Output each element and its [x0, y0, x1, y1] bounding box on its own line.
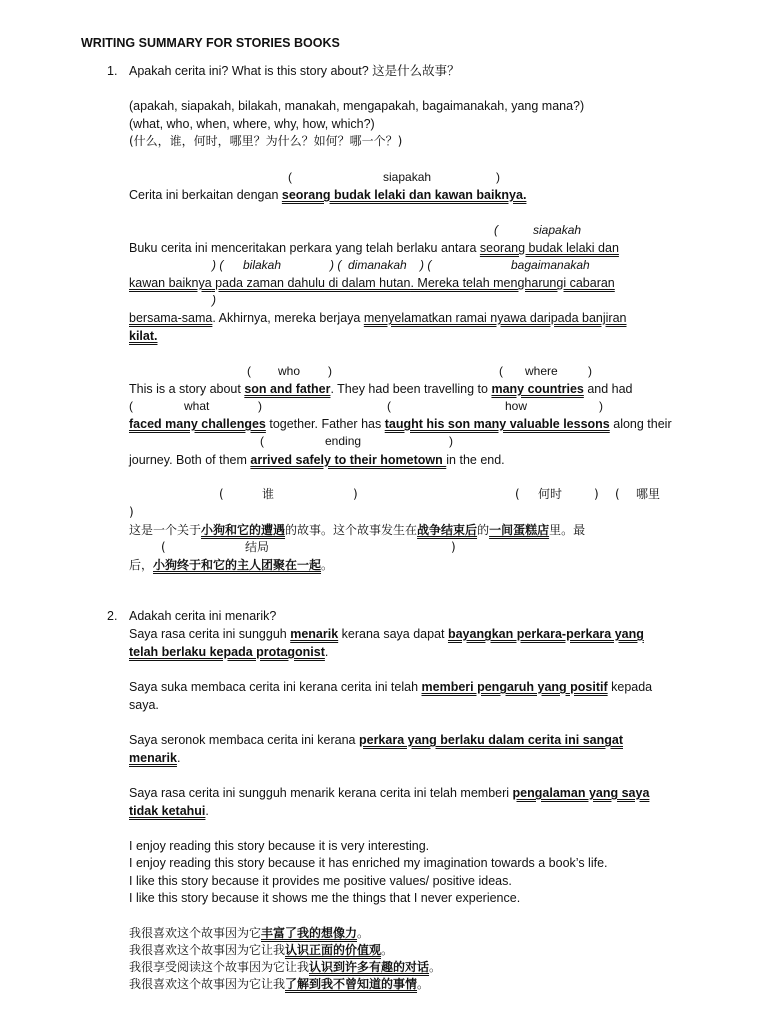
annotation-bracket: ) (: [330, 258, 342, 272]
annotation-bracket: ): [258, 399, 262, 413]
sentence-text: Saya rasa cerita ini sungguh: [129, 627, 291, 641]
q1-words-chinese: (什么，谁，何时，哪里？为什么？如何？哪一个？): [129, 134, 403, 148]
highlighted-phrase: menarik: [290, 627, 339, 641]
q2-english-2: I enjoy reading this story because it has enriched my imagination towards a book’s life.: [129, 856, 608, 870]
example-sentence-ms-2-line1: [129, 240, 619, 256]
highlighted-phrase: menarik: [129, 751, 177, 765]
sentence-text: 。: [417, 977, 430, 991]
highlighted-phrase: tidak ketahui: [129, 804, 206, 818]
highlighted-phrase: many countries: [491, 382, 584, 396]
example-sentence-en-line3: [129, 452, 505, 468]
sentence-text: 我很享受阅读这个故事因为它让我: [129, 960, 310, 974]
annotation-bracket: ): [599, 399, 603, 413]
document-title: WRITING SUMMARY FOR STORIES BOOKS: [81, 36, 340, 50]
annotation-label: who: [278, 364, 301, 378]
annotation-label: where: [525, 364, 558, 378]
example-sentence-cn-line1: [129, 522, 585, 538]
sentence-text: 。: [429, 960, 442, 974]
sentence-text: 我很喜欢这个故事因为它让我: [129, 943, 286, 957]
highlighted-phrase: . Mereka telah mengharungi cabaran: [410, 276, 615, 290]
annotation-bracket: (: [387, 399, 391, 413]
highlighted-phrase: 一间蛋糕店: [489, 523, 550, 537]
sentence-text: along their: [609, 417, 672, 431]
annotation-bracket: ): [449, 434, 453, 448]
sentence-text: Cerita ini berkaitan dengan: [129, 188, 282, 202]
annotation-bracket: (: [161, 540, 166, 554]
highlighted-phrase: 丰富了我的想像力: [261, 926, 358, 940]
q1-question: Apakah cerita ini? What is this story about? 这是什么故事？: [129, 64, 460, 78]
q2-paragraph-3-line1: [129, 732, 623, 748]
annotation-bracket: ): [594, 487, 599, 501]
annotation-bracket: (: [288, 170, 292, 184]
annotation-label: bagaimanakah: [511, 258, 590, 272]
annotation-bracket: (: [129, 399, 133, 413]
q1-number: 1.: [107, 64, 118, 78]
annotation-bracket: ): [129, 505, 134, 519]
annotation-label: 何时: [538, 487, 563, 501]
sentence-text: Saya seronok membaca cerita ini kerana: [129, 733, 359, 747]
sentence-text: 这是一个关于: [129, 523, 202, 537]
annotation-bracket: ) (: [212, 258, 224, 272]
annotation-label: how: [505, 399, 528, 413]
highlighted-phrase: 认识到许多有趣的对话: [309, 960, 430, 974]
example-sentence-cn-line2: [129, 557, 333, 573]
annotation-bracket: (: [499, 364, 503, 378]
q2-paragraph-4-line2: [129, 803, 209, 819]
sentence-text: together. Father has: [265, 417, 385, 431]
sentence-text: Saya suka membaca cerita ini kerana cerita ini telah: [129, 680, 422, 694]
annotation-label: 哪里: [636, 487, 661, 501]
annotation-bracket: (: [494, 223, 498, 237]
example-sentence-ms-1: [129, 187, 526, 203]
annotation-label: 谁: [262, 487, 275, 501]
highlighted-phrase: seorang budak lelaki dan: [479, 241, 619, 255]
example-sentence-ms-2-line4: [129, 328, 158, 344]
q2-paragraph-1-line1: [129, 626, 644, 642]
annotation-label: siapakah: [383, 170, 432, 184]
q2-paragraph-4-line1: [129, 785, 649, 801]
sentence-text: 我很喜欢这个故事因为它让我: [129, 977, 286, 991]
highlighted-phrase: di dalam hutan: [324, 276, 411, 290]
example-sentence-en-line2: [129, 416, 672, 432]
sentence-text: 。: [381, 943, 394, 957]
annotation-bracket: (: [260, 434, 264, 448]
highlighted-phrase: perkara yang berlaku dalam cerita ini sangat: [358, 733, 623, 747]
sentence-text: Saya rasa cerita ini sungguh menarik kerana cerita ini telah memberi: [129, 786, 513, 800]
highlighted-phrase: 认识正面的价值观: [285, 943, 382, 957]
sentence-text: kepada: [607, 680, 653, 694]
annotation-label: bilakah: [243, 258, 282, 272]
annotation-bracket: ): [451, 540, 456, 554]
q2-paragraph-1-line2: [129, 644, 328, 660]
highlighted-phrase: kilat.: [129, 329, 158, 343]
highlighted-phrase: taught his son many valuable lessons: [384, 417, 610, 431]
annotation-bracket: ): [496, 170, 500, 184]
highlighted-phrase: telah berlaku kepada protagonist: [129, 645, 325, 659]
highlighted-phrase: seorang budak lelaki dan kawan baiknya.: [281, 188, 527, 202]
annotation-bracket: (: [219, 487, 224, 501]
sentence-text: .: [205, 804, 209, 818]
highlighted-phrase: 战争结束后: [417, 523, 478, 537]
highlighted-phrase: 小狗终于和它的主人团聚在一起: [153, 558, 322, 572]
q2-chinese-4: [129, 976, 429, 992]
sentence-text: 的故事。这个故事发生在: [285, 523, 418, 537]
q2-chinese-1: [129, 925, 369, 941]
sentence-text: 后，: [129, 558, 154, 572]
sentence-text: . They had been travelling to: [330, 382, 492, 396]
sentence-text: This is a story about: [129, 382, 245, 396]
q2-number: 2.: [107, 609, 118, 623]
highlighted-phrase: 了解到我不曾知道的事情: [285, 977, 418, 991]
sentence-text: 。: [321, 558, 334, 572]
annotation-label: what: [184, 399, 210, 413]
annotation-bracket: (: [247, 364, 251, 378]
sentence-text: kerana saya dapat: [338, 627, 448, 641]
annotation-bracket: ): [328, 364, 332, 378]
annotation-bracket: ): [212, 293, 216, 307]
q2-paragraph-2-line1: [129, 679, 652, 695]
highlighted-phrase: memberi pengaruh yang positif: [421, 680, 608, 694]
highlighted-phrase: faced many challenges: [129, 417, 266, 431]
annotation-label: dimanakah: [348, 258, 407, 272]
annotation-bracket: (: [615, 487, 620, 501]
annotation-bracket: ) (: [420, 258, 432, 272]
sentence-text: 。: [357, 926, 370, 940]
sentence-text: Buku cerita ini menceritakan perkara yang telah berlaku antara: [129, 241, 480, 255]
highlighted-phrase: bersama-sama: [129, 311, 213, 325]
q2-paragraph-2-line2: saya.: [129, 698, 159, 712]
highlighted-phrase: kawan baiknya: [129, 276, 212, 290]
example-sentence-ms-2-line3: [129, 310, 627, 326]
highlighted-phrase: pada zaman dahulu: [211, 276, 325, 290]
sentence-text: 我很喜欢这个故事因为它: [129, 926, 262, 940]
sentence-text: in the end.: [446, 453, 505, 467]
sentence-text: .: [176, 751, 181, 765]
sentence-text: and had: [583, 382, 633, 396]
highlighted-phrase: menyelamatkan ramai nyawa daripada banjiran: [363, 311, 627, 325]
highlighted-phrase: bayangkan perkara-perkara yang: [447, 627, 644, 641]
highlighted-phrase: arrived safely to their hometown: [250, 453, 447, 467]
q2-chinese-3: [129, 959, 441, 975]
q2-english-1: I enjoy reading this story because it is very interesting.: [129, 839, 430, 853]
q1-words-english: (what, who, when, where, why, how, which?): [129, 117, 375, 131]
annotation-bracket: ): [353, 487, 358, 501]
annotation-bracket: ): [588, 364, 592, 378]
sentence-text: journey. Both of them: [129, 453, 251, 467]
sentence-text: .: [324, 645, 329, 659]
q2-chinese-2: [129, 942, 393, 958]
sentence-text: 的: [477, 523, 490, 537]
annotation-label: siapakah: [533, 223, 582, 237]
q2-paragraph-3-line2: [129, 750, 180, 766]
sentence-text: 里。最: [549, 523, 586, 537]
sentence-text: . Akhirnya, mereka berjaya: [212, 311, 364, 325]
q2-english-3: I like this story because it provides me positive values/ positive ideas.: [129, 874, 512, 888]
highlighted-phrase: pengalaman yang saya: [512, 786, 650, 800]
q1-words-malay: (apakah, siapakah, bilakah, manakah, mengapakah, bagaimanakah, yang mana?): [129, 99, 585, 113]
highlighted-phrase: son and father: [244, 382, 331, 396]
highlighted-phrase: 小狗和它的遭遇: [201, 523, 286, 537]
annotation-label: ending: [325, 434, 362, 448]
q2-question: Adakah cerita ini menarik?: [129, 609, 277, 623]
q2-english-4: I like this story because it shows me the things that I never experience.: [129, 891, 521, 905]
annotation-bracket: (: [515, 487, 520, 501]
annotation-label: 结局: [245, 540, 270, 554]
example-sentence-en-line1: [129, 381, 633, 397]
example-sentence-ms-2-line2: [129, 275, 615, 291]
